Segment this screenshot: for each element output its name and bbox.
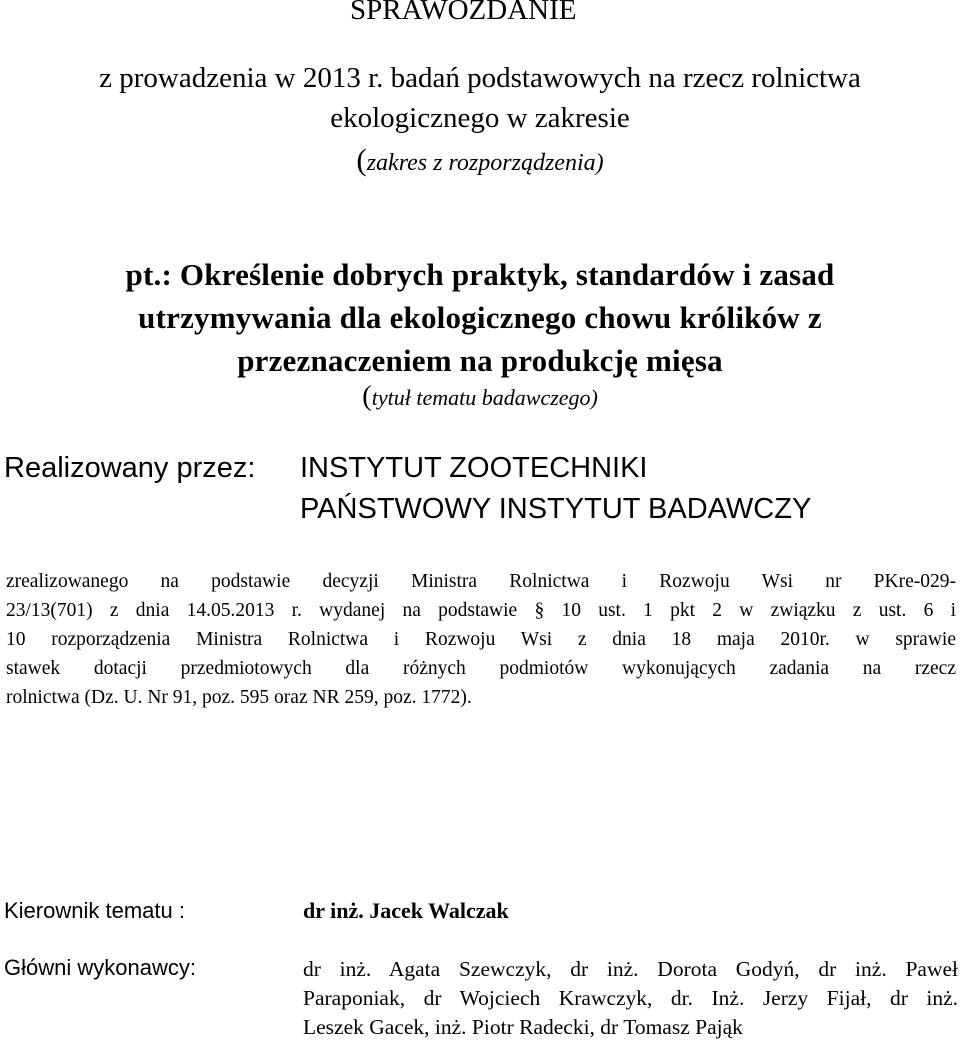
report-subtitle-line-1: z prowadzenia w 2013 r. badań podstawowych na rzecz rolnictwa (99, 62, 861, 94)
topic-lead-name: dr inż. Jacek Walczak (303, 898, 509, 923)
executors-line: Leszek Gacek, inż. Piotr Radecki, dr Tomasz Pająk (303, 1015, 743, 1039)
topic-hint (0, 380, 960, 413)
executors-line: dr inż. Agata Szewczyk, dr inż. Dorota Godyń, dr inż. Paweł (303, 957, 958, 981)
institute-name-line-1: INSTYTUT ZOOTECHNIKI (300, 452, 648, 484)
legal-basis-line: rolnictwa (Dz. U. Nr 91, poz. 595 oraz NR 259, poz. 1772). (6, 687, 472, 708)
topic-title-line-1: pt.: Określenie dobrych praktyk, standardów i zasad (125, 257, 835, 292)
legal-basis-paragraph (6, 567, 956, 712)
topic-title-line-3: przeznaczeniem na produkcję mięsa (237, 343, 723, 378)
topic-hint-text: tytuł tematu badawczego) (371, 385, 598, 410)
main-executors-list (303, 955, 958, 1042)
realized-by-label: Realizowany przez: (4, 452, 256, 484)
topic-title-line-2: utrzymywania dla ekologicznego chowu królików z (138, 300, 822, 335)
main-executors-label: Główni wykonawcy: (4, 955, 196, 980)
legal-basis-line: 23/13(701) z dnia 14.05.2013 r. wydanej na podstawie § 10 ust. 1 pkt 2 w związku z ust. 6 i (6, 600, 956, 621)
document-title: SPRAWOZDANIE (350, 0, 577, 26)
topic-hint-paren: ( (362, 380, 372, 412)
scope-hint-text: zakres z rozporządzenia) (366, 150, 604, 176)
scope-hint-paren: ( (356, 142, 367, 177)
topic-lead-label: Kierownik tematu : (4, 898, 185, 923)
legal-basis-line: 10 rozporządzenia Ministra Rolnictwa i Rozwoju Wsi z dnia 18 maja 2010r. w sprawie (6, 629, 956, 650)
scope-hint (0, 142, 960, 178)
institute-name-line-2: PAŃSTWOWY INSTYTUT BADAWCZY (300, 493, 812, 525)
legal-basis-line: zrealizowanego na podstawie decyzji Ministra Rolnictwa i Rozwoju Wsi nr PKre-029- (6, 571, 956, 592)
executors-line: Paraponiak, dr Wojciech Krawczyk, dr. Inż. Jerzy Fijał, dr inż. (303, 986, 958, 1010)
legal-basis-line: stawek dotacji przedmiotowych dla różnych podmiotów wykonujących zadania na rzecz (6, 658, 956, 679)
report-subtitle-line-2: ekologicznego w zakresie (330, 102, 630, 134)
